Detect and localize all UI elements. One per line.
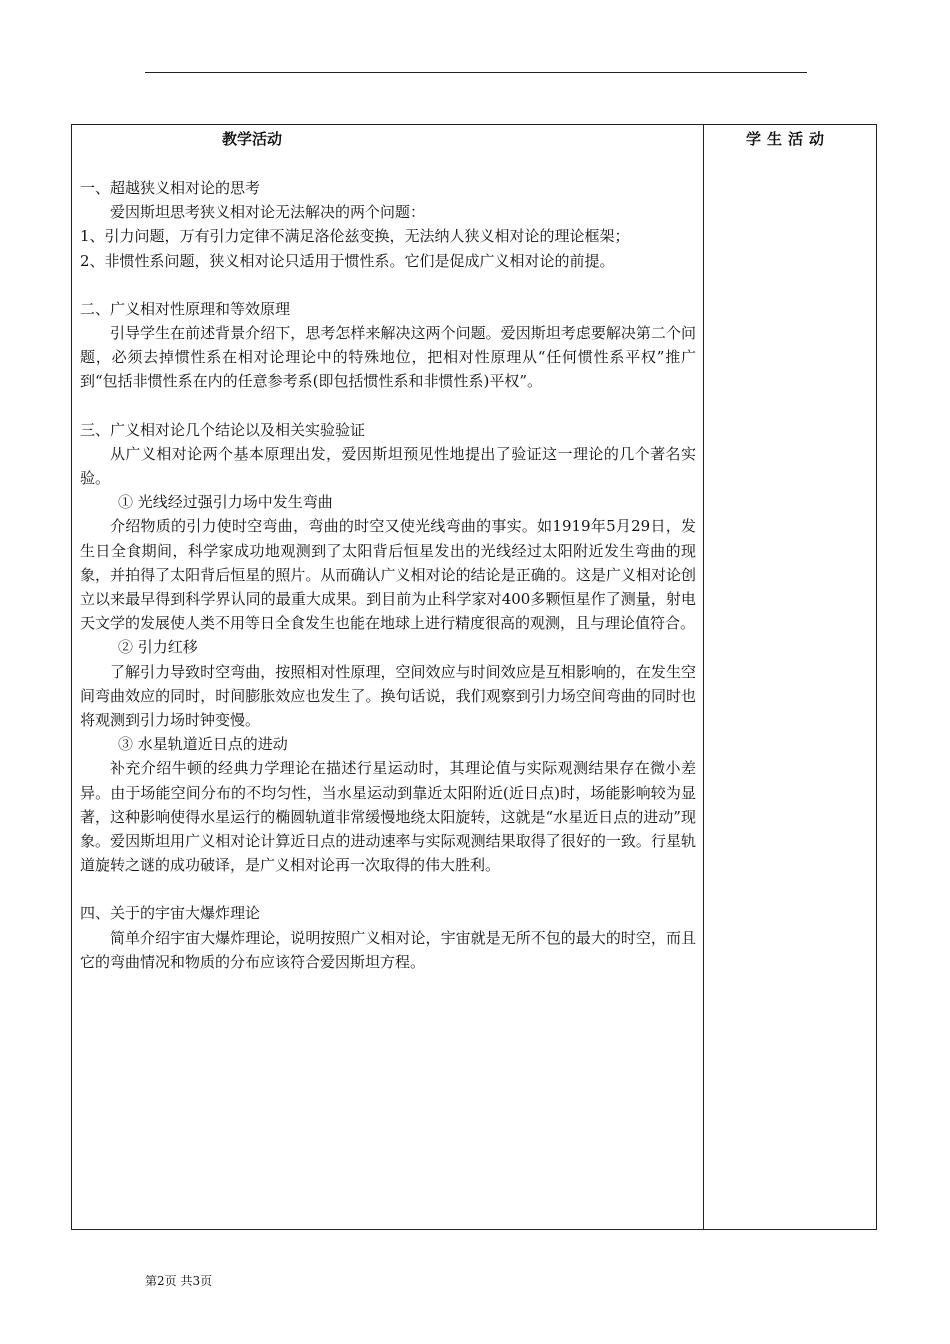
column-divider (703, 124, 704, 1230)
student-activity-header: 学生活动 (746, 130, 831, 148)
teaching-activity-header: 教学活动 (222, 130, 283, 148)
header-rule (145, 72, 807, 73)
section-heading: 四、关于的宇宙大爆炸理论 (80, 904, 261, 923)
page-number: 第2页 共3页 (145, 1274, 213, 1288)
list-item: 1、引力问题，万有引力定律不满足洛伦兹变换，无法纳人狭义相对论的理论框架； (80, 227, 630, 246)
section-heading: 二、广义相对性原理和等效原理 (80, 299, 291, 318)
paragraph: 简单介绍宇宙大爆炸理论，说明按照广义相对论，宇宙就是无所不包的最大的时空，而且它的弯曲情况和物质的分布应该符合爱因斯坦方程。 (80, 928, 696, 971)
paragraph: 爱因斯坦思考狭义相对论无法解决的两个问题： (110, 203, 426, 222)
paragraph: 补充介绍牛顿的经典力学理论在描述行星运动时，其理论值与实际观测结果存在微小差异。由于场能空间分布的不均匀性，当水星运动到靠近太阳附近(近日点)时，场能影响较为显著，这种影响使得水星运行的椭圆轨道非常缓慢地绕太阳旋转，这就是“水星近日点的进动”现象。爱因斯坦用广义相对论计算近日点的进动速率与实际观测结果取得了很好的一致。行星轨道旋转之谜的成功破译，是广义相对论再一次取得的伟大胜利。 (80, 759, 696, 875)
paragraph: 从广义相对论两个基本原理出发，爱因斯坦预见性地提出了验证这一理论的几个著名实验。 (80, 444, 696, 488)
paragraph: 了解引力导致时空弯曲，按照相对性原理，空间效应与时间效应是互相影响的，在发生空间弯曲效应的同时，时间膨胀效应也发生了。换句话说，我们观察到引力场空间弯曲的同时也将观测到引力场时钟变慢。 (80, 662, 696, 730)
paragraph: 引导学生在前述背景介绍下，思考怎样来解决这两个问题。爱因斯坦考虑要解决第二个问题，必须去掉惯性系在相对论理论中的特殊地位，把相对性原理从“任何惯性系平权”推广到“包括非惯性系在内的任意参考系(即包括惯性系和非惯性系)平权”。 (80, 324, 696, 391)
subsection-title: ② 引力红移 (118, 638, 198, 657)
subsection-title: ③ 水星轨道近日点的进动 (118, 735, 288, 754)
list-item: 2、非惯性系问题，狭义相对论只适用于惯性系。它们是促成广义相对论的前提。 (80, 251, 615, 270)
subsection-title: ① 光线经过强引力场中发生弯曲 (118, 493, 333, 512)
teaching-content (80, 176, 696, 974)
section-heading: 三、广义相对论几个结论以及相关实验验证 (80, 420, 366, 439)
section-heading: 一、超越狭义相对论的思考 (80, 179, 261, 197)
paragraph: 介绍物质的引力使时空弯曲，弯曲的时空又使光线弯曲的事实。如1919年5月29日，发生日全食期间，科学家成功地观测到了太阳背后恒星发出的光线经过太阳附近发生弯曲的现象，并拍得了太阳背后恒星的照片。从而确认广义相对论的结论是正确的。这是广义相对论创立以来最早得到科学界认同的最重大成果。到目前为止科学家对400多颗恒星作了测量，射电天文学的发展使人类不用等日全食发生也能在地球上进行精度很高的观测，且与理论值符合。 (80, 517, 696, 633)
